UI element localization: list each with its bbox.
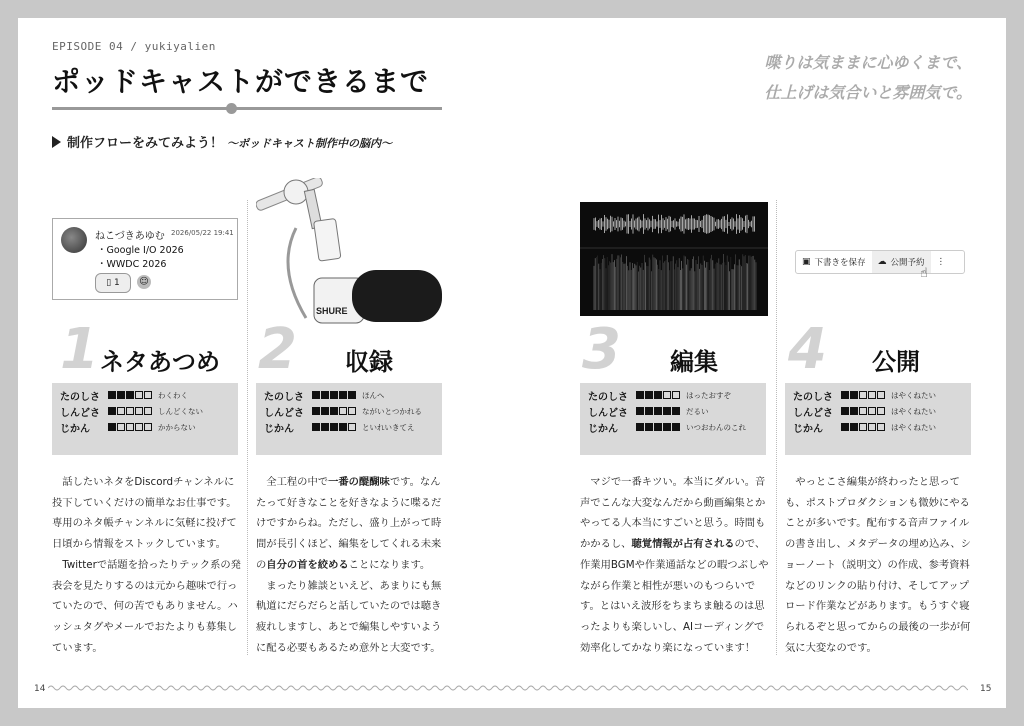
rating-square xyxy=(654,391,662,399)
step-2-bold-1: 一番の醍醐味 xyxy=(328,476,390,488)
rating-square xyxy=(859,407,867,415)
audio-waveform-editor xyxy=(580,202,768,316)
rating-square xyxy=(144,407,152,415)
rating-box xyxy=(580,383,766,455)
rating-square xyxy=(841,423,849,431)
triangle-bullet-icon xyxy=(52,136,61,148)
rating-label: たのしさ xyxy=(588,391,628,403)
rating-square xyxy=(321,423,329,431)
rating-square xyxy=(841,407,849,415)
step-name: 収録 xyxy=(345,348,393,376)
rating-row xyxy=(264,403,442,419)
rating-comment: わくわく xyxy=(158,390,188,400)
rating-square xyxy=(339,423,347,431)
column-divider xyxy=(247,200,248,655)
step-4-body xyxy=(785,472,975,658)
page-number-right: 15 xyxy=(980,684,992,694)
rating-square xyxy=(645,407,653,415)
waveform-graphic xyxy=(580,202,768,316)
more-options-button[interactable] xyxy=(931,251,952,273)
step-number: 3 xyxy=(582,317,621,382)
save-draft-label: 下書きを保存 xyxy=(814,258,866,268)
rating-comment: ながいとつかれる xyxy=(362,406,422,416)
rating-comment: だるい xyxy=(686,406,709,416)
post-line-1: ・Google I/O 2026 xyxy=(97,245,184,256)
rating-square xyxy=(312,407,320,415)
rating-label: しんどさ xyxy=(264,407,304,419)
step-number: 4 xyxy=(788,317,827,382)
rating-row xyxy=(588,419,766,435)
rating-square xyxy=(636,391,644,399)
rating-box xyxy=(256,383,442,455)
post-username: ねこづきあゆむ xyxy=(95,231,165,242)
rating-row xyxy=(264,387,442,403)
rating-square xyxy=(312,423,320,431)
rating-comment: しんどくない xyxy=(158,406,203,416)
post-date: 2026/05/22 19:41 xyxy=(171,229,234,237)
rating-comment: いつおわんのこれ xyxy=(686,422,746,432)
rating-square xyxy=(108,423,116,431)
step-name: 公開 xyxy=(872,348,920,376)
rating-square xyxy=(859,423,867,431)
step-1-body-p2: Twitterで話題を拾ったりテック系の発表会を見たりするのは元から趣味で行っていたので、何の苦でもありません。ハッシュタグやメールでおたよりも募集しています。 xyxy=(52,558,241,654)
rating-square xyxy=(126,391,134,399)
rating-square xyxy=(339,407,347,415)
rating-row xyxy=(60,403,238,419)
mic-brand-label: SHURE xyxy=(316,306,348,316)
step-name: 編集 xyxy=(670,348,718,376)
rating-label: しんどさ xyxy=(588,407,628,419)
rating-square xyxy=(126,407,134,415)
step-2-text: 全工程の中で xyxy=(266,476,329,488)
rating-label: しんどさ xyxy=(793,407,833,419)
column-divider xyxy=(776,200,777,655)
rating-label: しんどさ xyxy=(60,407,100,419)
rating-square xyxy=(645,391,653,399)
rating-square xyxy=(144,391,152,399)
rating-square xyxy=(108,391,116,399)
rating-square xyxy=(645,423,653,431)
rating-square xyxy=(672,391,680,399)
trash-icon: ▯ xyxy=(106,278,112,288)
step-3-body xyxy=(580,472,770,658)
rating-square xyxy=(348,407,356,415)
subhead-text: 制作フローをみてみよう！ xyxy=(67,136,224,151)
section-subhead xyxy=(52,132,392,151)
rating-row xyxy=(264,419,442,435)
rating-square xyxy=(868,391,876,399)
step-1-body xyxy=(52,472,242,658)
save-draft-button[interactable] xyxy=(796,251,872,273)
tagline-line-2: 仕上げは気合いと雰囲気で。 xyxy=(764,83,972,102)
publish-toolbar xyxy=(795,250,965,274)
rating-box xyxy=(785,383,971,455)
rating-row xyxy=(793,419,971,435)
rating-row xyxy=(793,403,971,419)
rating-square xyxy=(135,423,143,431)
step-3-body-p1 xyxy=(580,472,770,658)
rating-square xyxy=(672,423,680,431)
chat-post-card xyxy=(52,218,238,300)
post-line-2: ・WWDC 2026 xyxy=(97,259,167,270)
rating-label: じかん xyxy=(264,423,294,435)
rating-square xyxy=(108,407,116,415)
tagline xyxy=(672,48,1024,108)
rating-square xyxy=(663,423,671,431)
rating-square xyxy=(859,391,867,399)
step-1-body-p1: 話したいネタをDiscordチャンネルに投下していくだけの簡単なお仕事です。専用のネタ帳チャンネルに気軽に投げて日頃から情報をストックしています。 xyxy=(52,476,237,551)
reaction-count: 1 xyxy=(114,278,120,288)
step-2-body-p1 xyxy=(256,472,446,576)
rating-label: じかん xyxy=(793,423,823,435)
rating-square xyxy=(117,391,125,399)
rating-comment: はやくねたい xyxy=(891,390,936,400)
rating-square xyxy=(117,407,125,415)
rating-square xyxy=(348,391,356,399)
rating-square xyxy=(636,423,644,431)
rating-square xyxy=(877,407,885,415)
footer-wave-line xyxy=(48,682,968,694)
page-number-left: 14 xyxy=(34,684,46,694)
rating-square xyxy=(144,423,152,431)
rating-row xyxy=(60,419,238,435)
save-icon: ▣ xyxy=(802,257,811,267)
rating-label: たのしさ xyxy=(264,391,304,403)
rating-row xyxy=(793,387,971,403)
rating-comment: といれいきてえ xyxy=(362,422,415,432)
rating-square xyxy=(636,407,644,415)
rating-square xyxy=(330,423,338,431)
rating-square xyxy=(654,423,662,431)
step-2-body-p2: まったり雑談といえど、あまりにも無軌道にだらだらと話していたのでは聴き疲れしますし、あとで編集しやすいように配る必要もあるため意外と大変です。 xyxy=(256,579,442,654)
rating-square xyxy=(126,423,134,431)
more-icon: ⋮ xyxy=(936,257,946,267)
tagline-line-1: 喋りは気ままに心ゆくまで、 xyxy=(764,53,972,72)
rating-square xyxy=(877,391,885,399)
rating-comment: はったおすぞ xyxy=(686,390,731,400)
rating-square xyxy=(135,407,143,415)
rating-row xyxy=(588,387,766,403)
rating-square xyxy=(850,391,858,399)
rating-square xyxy=(850,423,858,431)
step-name: ネタあつめ xyxy=(100,348,220,376)
cloud-upload-icon: ☁ xyxy=(877,257,887,267)
episode-label: EPISODE 04 / yukiyalien xyxy=(52,40,216,53)
microphone-illustration xyxy=(256,178,446,328)
rating-square xyxy=(663,391,671,399)
rating-square xyxy=(348,423,356,431)
rating-square xyxy=(850,407,858,415)
rating-square xyxy=(868,423,876,431)
rating-square xyxy=(877,423,885,431)
rating-row xyxy=(588,403,766,419)
rating-comment: はやくねたい xyxy=(891,422,936,432)
rating-label: じかん xyxy=(588,423,618,435)
step-2-text: ことになります。 xyxy=(348,558,431,571)
rating-square xyxy=(135,391,143,399)
add-reaction-icon[interactable]: ☺ xyxy=(137,275,151,289)
rating-square xyxy=(868,407,876,415)
step-4-body-p1: やっとこさ編集が終わったと思っても、ポストプロダクションも微妙にやることが多いです。配布する音声ファイルの書き出し、メタデータの埋め込み、ショーノート（説明文）の作成、参考資料などのリンクの貼り付け、そしてアップロード作業などがあります。もうすぐ寝られるぞと思ってからの最後の一歩が何気に大変なのです。 xyxy=(785,476,971,654)
step-number: 1 xyxy=(60,317,99,382)
step-3-text: ので、作業用BGMや作業通話などの暇つぶしやながら作業と相性が悪いのもつらいです。とはいえ波形をちまちま触るのは思ったよりも楽しいし、AIコーディングで効率化してかなり楽になっています！ xyxy=(580,538,769,654)
step-number: 2 xyxy=(258,317,297,382)
rating-square xyxy=(330,407,338,415)
rating-square xyxy=(117,423,125,431)
rating-square xyxy=(672,407,680,415)
rating-square xyxy=(654,407,662,415)
avatar xyxy=(61,227,87,253)
subhead-small: 〜ポッドキャスト制作中の脳内〜 xyxy=(227,137,393,150)
schedule-label: 公開予約 xyxy=(890,258,925,268)
title-underline-dot xyxy=(226,103,237,114)
pointer-hand-icon: ☝ xyxy=(920,266,928,281)
rating-comment: かからない xyxy=(158,422,196,432)
rating-label: じかん xyxy=(60,423,90,435)
rating-box xyxy=(52,383,238,455)
rating-square xyxy=(339,391,347,399)
step-2-text: です。なんたって好きなことを好きなように喋るだけですからね。ただし、盛り上がって時間が長引くほど、編集をしてくれる未来の xyxy=(256,476,442,571)
rating-square xyxy=(663,407,671,415)
step-2-body xyxy=(256,472,446,658)
rating-square xyxy=(321,407,329,415)
reaction-button[interactable] xyxy=(95,273,131,293)
rating-label: たのしさ xyxy=(793,391,833,403)
rating-square xyxy=(312,391,320,399)
page-title: ポッドキャストができるまで xyxy=(52,65,430,98)
rating-comment: はやくねたい xyxy=(891,406,936,416)
rating-square xyxy=(321,391,329,399)
rating-row xyxy=(60,387,238,403)
title-underline xyxy=(52,107,442,110)
step-3-bold: 聴覚情報が占有される xyxy=(631,538,735,551)
step-3-text: マジで一番キツい。本当にダルい。音声でこんな大変なんだから動画編集とかやってる人本当にすごいと思う。時間もかかるし、 xyxy=(580,476,766,551)
rating-comment: ほんへ xyxy=(362,390,385,400)
rating-label: たのしさ xyxy=(60,391,100,403)
rating-square xyxy=(841,391,849,399)
rating-square xyxy=(330,391,338,399)
step-2-bold-2: 自分の首を絞める xyxy=(266,558,349,571)
